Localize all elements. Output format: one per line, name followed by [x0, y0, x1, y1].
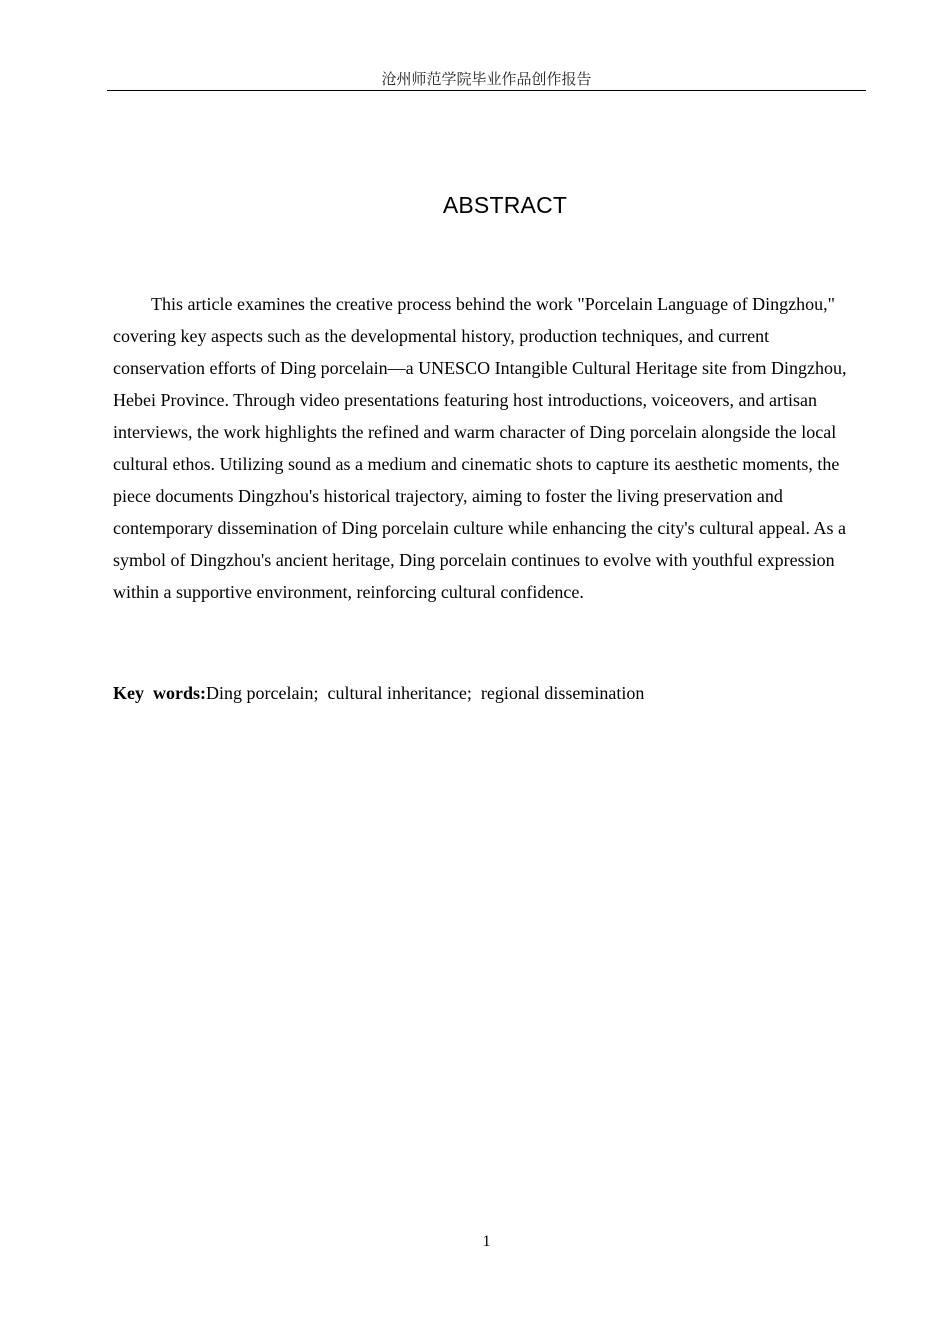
- abstract-title: ABSTRACT: [442, 192, 568, 218]
- running-header-title: 沧州师范学院毕业作品创作报告: [381, 70, 592, 88]
- running-header: [107, 68, 866, 91]
- abstract-body: This article examines the creative process behind the work "Porcelain Language of Dingzhou," covering key aspects such as the developmental history, production techniques, and current conservation efforts of Ding porcelain—a UNESCO Intangible Cultural Heritage site from Dingzhou, Hebei Province. Through video presentations featuring host introductions, voiceovers, and artisan interviews, the work highlights the refined and warm character of Ding porcelain alongside the local cultural ethos. Utilizing sound as a medium and cinematic shots to capture its aesthetic moments, the piece documents Dingzhou's historical trajectory, aiming to foster the living preservation and contemporary dissemination of Ding porcelain culture while enhancing the city's cultural appeal. As a symbol of Dingzhou's ancient heritage, Ding porcelain continues to evolve with youthful expression within a supportive environment, reinforcing cultural confidence.: [113, 294, 847, 602]
- keywords-line: [113, 678, 853, 708]
- keywords-label: Key words:: [113, 683, 206, 703]
- keywords-value: Ding porcelain; cultural inheritance; regional dissemination: [206, 683, 645, 703]
- page-number: 1: [482, 1233, 491, 1250]
